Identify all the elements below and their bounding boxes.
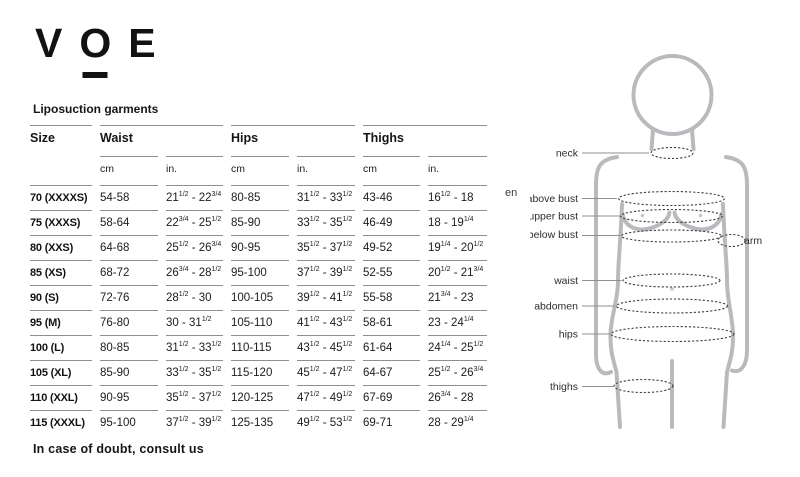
waist-cm-cell: 64-68 <box>100 235 158 254</box>
hips-in-cell: $35^{1/2} - 37^{1/2}$ <box>297 235 355 254</box>
table-row <box>30 260 487 285</box>
size-cell: 90 (S) <box>30 285 92 304</box>
size-cell: 75 (XXXS) <box>30 210 92 229</box>
table-row <box>30 285 487 310</box>
hips-in-cell: $49^{1/2} - 53^{1/2}$ <box>297 410 355 429</box>
thighs-in-cell: $19^{1/4} - 20^{1/2}$ <box>428 235 487 254</box>
table-row <box>30 210 487 235</box>
column-group-label: Thighs <box>363 125 487 145</box>
unit-label: cm <box>363 156 420 175</box>
waist-cm-cell: 80-85 <box>100 335 158 354</box>
waist-in-cell: $21^{1/2} - 22^{3/4}$ <box>166 185 223 204</box>
left-dot <box>641 214 645 218</box>
column-group-label: Waist <box>100 125 223 145</box>
thighs-cm-cell: 58-61 <box>363 310 420 329</box>
above-bust-ellipse <box>619 192 725 206</box>
waist-cm-cell: 54-58 <box>100 185 158 204</box>
hips-in-cell: $33^{1/2} - 35^{1/2}$ <box>297 210 355 229</box>
size-cell: 85 (XS) <box>30 260 92 279</box>
hips-cm-cell: 115-120 <box>231 360 289 379</box>
thighs-cm-cell: 67-69 <box>363 385 420 404</box>
unit-label: in. <box>428 156 487 175</box>
table-row <box>30 360 487 385</box>
waist-cm-cell: 76-80 <box>100 310 158 329</box>
right-arm-line <box>726 157 747 371</box>
thighs-cm-cell: 55-58 <box>363 285 420 304</box>
hips-in-cell: $43^{1/2} - 45^{1/2}$ <box>297 335 355 354</box>
waist-cm-cell: 58-64 <box>100 210 158 229</box>
upper-bust-ellipse <box>621 210 723 223</box>
page-title: Liposuction garments <box>33 102 159 116</box>
hips-cm-cell: 95-100 <box>231 260 289 279</box>
hips-in-cell: $45^{1/2} - 47^{1/2}$ <box>297 360 355 379</box>
neck-label: neck <box>555 147 578 160</box>
table-row <box>30 335 487 360</box>
thighs-cm-cell: 64-67 <box>363 360 420 379</box>
hips-in-cell: $41^{1/2} - 43^{1/2}$ <box>297 310 355 329</box>
size-cell: 100 (L) <box>30 335 92 354</box>
table-row <box>30 385 487 410</box>
logo-letter-v: V <box>35 20 63 66</box>
right-torso-leg-line <box>723 204 733 427</box>
head-circle <box>634 56 712 134</box>
logo-letter-e: E <box>128 20 156 66</box>
waist-in-cell: $35^{1/2} - 37^{1/2}$ <box>166 385 223 404</box>
right-breast-curve <box>675 213 722 230</box>
thighs-in-cell: $28 - 29^{1/4}$ <box>428 410 487 429</box>
thighs-in-cell: $23 - 24^{1/4}$ <box>428 310 487 329</box>
above-bust-label: above bust <box>530 193 578 205</box>
hips-cm-cell: 120-125 <box>231 385 289 404</box>
size-cell: 70 (XXXXS) <box>30 185 92 204</box>
hips-ellipse <box>611 327 734 342</box>
thighs-in-cell: $24^{1/4} - 25^{1/2}$ <box>428 335 487 354</box>
thighs-in-cell: $18 - 19^{1/4}$ <box>428 210 487 229</box>
column-group-label: Hips <box>231 125 355 145</box>
left-arm-line <box>596 157 617 373</box>
thighs-label: thighs <box>549 381 578 393</box>
thighs-in-cell: $25^{1/2} - 26^{3/4}$ <box>428 360 487 379</box>
hips-in-cell: $31^{1/2} - 33^{1/2}$ <box>297 185 355 204</box>
thighs-cm-cell: 49-52 <box>363 235 420 254</box>
unit-label: cm <box>100 156 158 175</box>
size-cell: 80 (XXS) <box>30 235 92 254</box>
waist-in-cell: $28^{1/2} - 30$ <box>166 285 223 304</box>
size-cell: 105 (XL) <box>30 360 92 379</box>
thighs-cm-cell: 61-64 <box>363 335 420 354</box>
navel-dot <box>670 287 674 291</box>
arm-label: arm <box>744 235 763 247</box>
thighs-in-cell: $20^{1/2} - 21^{3/4}$ <box>428 260 487 279</box>
waist-label: waist <box>554 275 578 287</box>
arm-ellipse <box>718 235 745 247</box>
waist-cm-cell: 90-95 <box>100 385 158 404</box>
table-row <box>30 310 487 335</box>
language-selector[interactable]: en <box>505 187 518 199</box>
table-units-row <box>30 156 487 185</box>
thighs-ellipse <box>614 380 673 393</box>
waist-cm-cell: 68-72 <box>100 260 158 279</box>
left-torso-leg-line <box>610 204 622 427</box>
abdomen-label: abdomen <box>534 300 578 313</box>
thighs-cm-cell: 69-71 <box>363 410 420 429</box>
thighs-cm-cell: 46-49 <box>363 210 420 229</box>
hips-in-cell: $39^{1/2} - 41^{1/2}$ <box>297 285 355 304</box>
hips-cm-cell: 105-110 <box>231 310 289 329</box>
leader-lines <box>582 153 649 387</box>
hips-cm-cell: 85-90 <box>231 210 289 229</box>
hips-cm-cell: 90-95 <box>231 235 289 254</box>
hips-in-cell: $47^{1/2} - 49^{1/2}$ <box>297 385 355 404</box>
neck-ellipse <box>651 148 693 159</box>
unit-label: in. <box>297 156 355 175</box>
hips-label: hips <box>558 328 578 341</box>
thighs-cm-cell: 43-46 <box>363 185 420 204</box>
waist-in-cell: $26^{3/4} - 28^{1/2}$ <box>166 260 223 279</box>
hips-cm-cell: 125-135 <box>231 410 289 429</box>
neck-left-line <box>652 130 654 149</box>
thighs-in-cell: $26^{3/4} - 28$ <box>428 385 487 404</box>
size-table <box>30 125 487 435</box>
waist-in-cell: $37^{1/2} - 39^{1/2}$ <box>166 410 223 429</box>
waist-in-cell: $25^{1/2} - 26^{3/4}$ <box>166 235 223 254</box>
size-cell: 110 (XXL) <box>30 385 92 404</box>
hips-cm-cell: 100-105 <box>231 285 289 304</box>
table-group-header-row <box>30 125 487 156</box>
waist-in-cell: $22^{3/4} - 25^{1/2}$ <box>166 210 223 229</box>
logo-letter-o: O <box>79 20 112 66</box>
abdomen-ellipse <box>617 299 728 313</box>
table-row <box>30 235 487 260</box>
size-cell: 95 (M) <box>30 310 92 329</box>
hips-cm-cell: 80-85 <box>231 185 289 204</box>
waist-in-cell: $31^{1/2} - 33^{1/2}$ <box>166 335 223 354</box>
thighs-in-cell: $21^{3/4} - 23$ <box>428 285 487 304</box>
waist-cm-cell: 85-90 <box>100 360 158 379</box>
column-group-label: Size <box>30 125 92 145</box>
unit-label: in. <box>166 156 223 175</box>
table-row <box>30 185 487 210</box>
body-measurement-diagram <box>530 0 800 477</box>
brand-logo <box>35 20 156 66</box>
upper-bust-label: upper bust <box>530 210 578 223</box>
waist-in-cell: $30 - 31^{1/2}$ <box>166 310 223 329</box>
left-breast-curve <box>623 213 670 230</box>
size-cell: 115 (XXXL) <box>30 410 92 429</box>
hips-in-cell: $37^{1/2} - 39^{1/2}$ <box>297 260 355 279</box>
waist-cm-cell: 72-76 <box>100 285 158 304</box>
neck-right-line <box>692 130 694 149</box>
below-bust-label: below bust <box>530 229 578 241</box>
unit-label: cm <box>231 156 289 175</box>
thighs-cm-cell: 52-55 <box>363 260 420 279</box>
body-figure <box>530 0 800 472</box>
right-dot <box>699 214 703 218</box>
below-bust-ellipse <box>622 230 722 242</box>
waist-in-cell: $33^{1/2} - 35^{1/2}$ <box>166 360 223 379</box>
hips-cm-cell: 110-115 <box>231 335 289 354</box>
thighs-in-cell: $16^{1/2} - 18$ <box>428 185 487 204</box>
waist-cm-cell: 95-100 <box>100 410 158 429</box>
footer-note: In case of doubt, consult us <box>33 442 204 456</box>
table-row <box>30 410 487 435</box>
waist-ellipse <box>623 274 720 287</box>
